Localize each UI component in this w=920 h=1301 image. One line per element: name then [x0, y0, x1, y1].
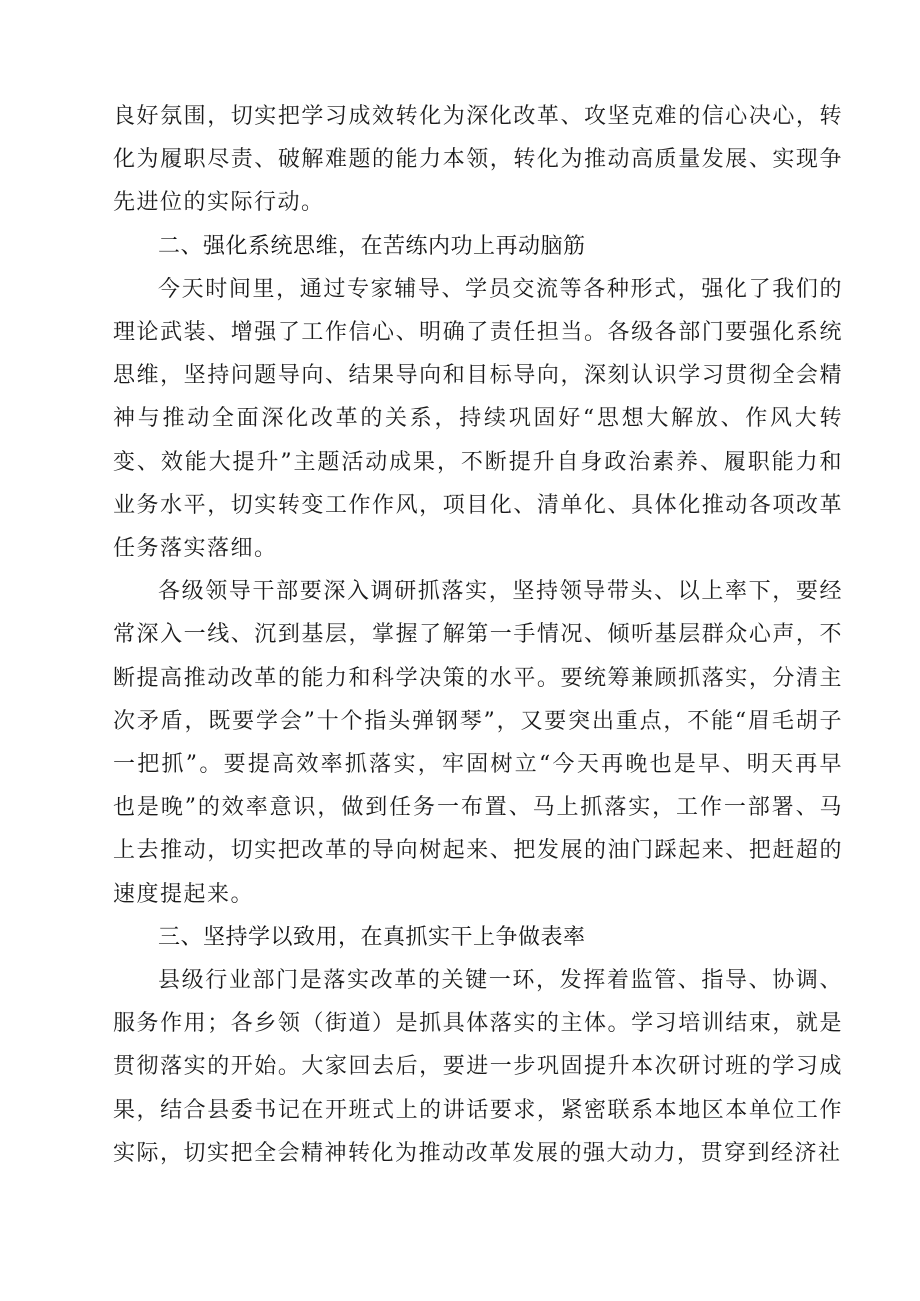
paragraph-system-thinking: 今天时间里，通过专家辅导、学员交流等各种形式，强化了我们的理论武装、增强了工作信心、明确了责任担当。各级各部门要强化系统思维，坚持问题导向、结果导向和目标导向，深刻认识学习贯彻全会精神与推动全面深化改革的关系，持续巩固好“思想大解放、作风大转变、效能大提升”主题活动成果，不断提升自身政治素养、履职能力和业务水平，切实转变工作作风，项目化、清单化、具体化推动各项改革任务落实落细。: [113, 276, 843, 562]
section-heading-3: 三、坚持学以致用，在真抓实干上争做表率: [158, 924, 586, 950]
document-body: [113, 95, 843, 1175]
section-heading-2: 二、强化系统思维，在苦练内功上再动脑筋: [158, 233, 586, 259]
paragraph-county-departments: 县级行业部门是落实改革的关键一环，发挥着监管、指导、协调、服务作用；各乡领（街道）是抓具体落实的主体。学习培训结束，就是贯彻落实的开始。大家回去后，要进一步巩固提升本次研讨班的学习成果，结合县委书记在开班式上的讲话要求，紧密联系本地区本单位工作实际，切实把全会精神转化为推动改革发展的强大动力，贯穿到经济社: [113, 968, 843, 1166]
paragraph-continuation: 良好氛围，切实把学习成效转化为深化改革、攻坚克难的信心决心，转化为履职尽责、破解难题的能力本领，转化为推动高质量发展、实现争先进位的实际行动。: [113, 104, 843, 216]
paragraph-leaders-implementation: 各级领导干部要深入调研抓落实，坚持领导带头、以上率下，要经常深入一线、沉到基层，掌握了解第一手情况、倾听基层群众心声，不断提高推动改革的能力和科学决策的水平。要统筹兼顾抓落实，分清主次矛盾，既要学会”十个指头弹钢琴”，又要突出重点，不能“眉毛胡子一把抓”。要提高效率抓落实，牢固树立“今天再晚也是早、明天再早也是晚”的效率意识，做到任务一布置、马上抓落实，工作一部署、马上去推动，切实把改革的导向树起来、把发展的油门踩起来、把赶超的速度提起来。: [113, 579, 843, 907]
